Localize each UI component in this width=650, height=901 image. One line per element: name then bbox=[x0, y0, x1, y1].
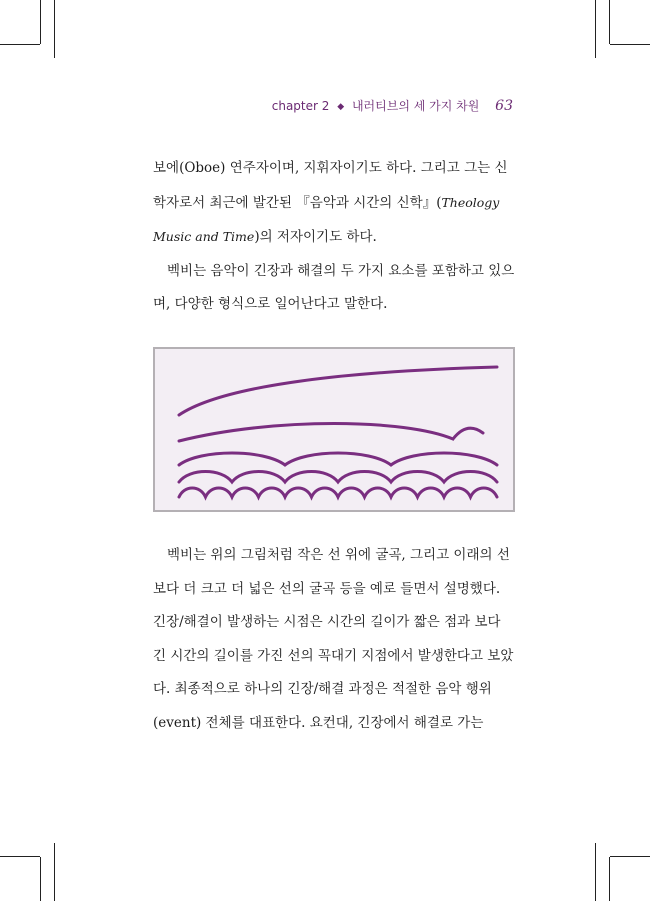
arch-line-row-5 bbox=[179, 488, 497, 497]
book-title-italic: Theology Music and Time bbox=[153, 194, 500, 244]
crop-mark bbox=[40, 857, 41, 901]
crop-mark bbox=[609, 857, 610, 901]
crop-mark bbox=[40, 0, 41, 44]
crop-mark bbox=[0, 44, 40, 45]
crop-mark bbox=[54, 843, 55, 901]
arch-line-row-2 bbox=[179, 424, 483, 442]
crop-mark bbox=[610, 44, 650, 45]
paragraph-text: 보에(Oboe) 연주자이며, 지휘자이기도 하다. 그리고 그는 신학자로서 최근에 발간된 『음악과 시간의 신학』( bbox=[153, 160, 508, 211]
crop-mark bbox=[54, 0, 55, 58]
paragraph: 벡비는 음악이 긴장과 해결의 두 가지 요소를 포함하고 있으며, 다양한 형식으로 일어난다고 말한다. bbox=[153, 262, 515, 312]
arch-lines-diagram bbox=[155, 349, 513, 510]
diamond-bullet-icon: ◆ bbox=[337, 102, 345, 112]
chapter-label: chapter 2 bbox=[271, 99, 330, 113]
arch-line-row-4 bbox=[179, 472, 497, 483]
page-number: 63 bbox=[495, 98, 513, 114]
paragraph bbox=[153, 152, 515, 255]
paragraph-text: )의 저자이기도 하다. bbox=[254, 229, 377, 245]
arch-line-row-1 bbox=[179, 367, 497, 415]
crop-mark bbox=[595, 0, 596, 58]
tension-resolution-figure bbox=[153, 347, 515, 512]
crop-mark bbox=[595, 843, 596, 901]
chapter-title: 내러티브의 세 가지 차원 bbox=[351, 99, 480, 113]
body-text-top bbox=[153, 152, 515, 322]
arch-line-row-3 bbox=[179, 453, 497, 465]
crop-mark bbox=[0, 856, 40, 857]
running-header bbox=[272, 97, 513, 114]
paragraph: 벡비는 위의 그림처럼 작은 선 위에 굴곡, 그리고 이래의 선보다 더 크고 더 넓은 선의 굴곡 등을 예로 들면서 설명했다. 긴장/해결이 발생하는 시점은 시간의 길이가 짧은 점과 보다 긴 시간의 길이를 가진 선의 꼭대기 지점에서 발생한다고 보았다. 최종적으로 하나의 긴장/해결 과정은 적절한 음악 행위(event) 전체를 대표한다. 요컨대, 긴장에서 해결로 가는 bbox=[153, 547, 514, 731]
crop-mark bbox=[610, 856, 650, 857]
crop-mark bbox=[609, 0, 610, 44]
body-text-bottom bbox=[153, 539, 515, 740]
